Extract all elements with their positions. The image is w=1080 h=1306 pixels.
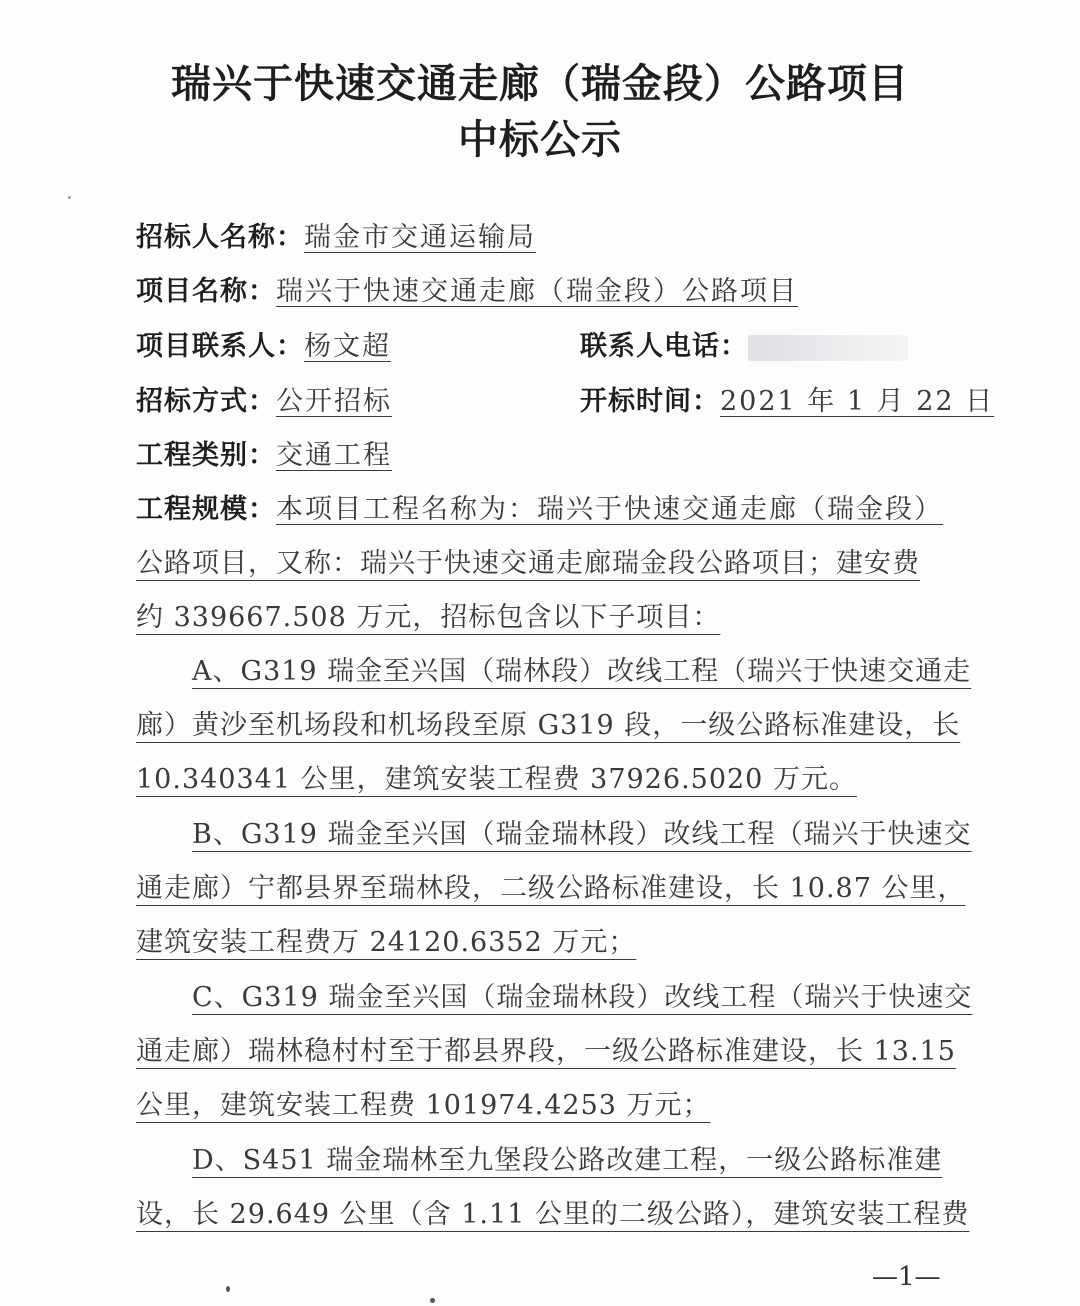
scale-line-3: 约 339667.508 万元，招标包含以下子项目： bbox=[136, 602, 721, 633]
sub-item-d-line-1: D、S451 瑞金瑞林至九堡段公路改建工程，一级公路标准建 bbox=[192, 1145, 943, 1176]
sub-item-c-line-3: 公里，建筑安装工程费 101974.4253 万元； bbox=[136, 1090, 711, 1121]
contact-value: 杨文超 bbox=[304, 331, 391, 362]
sub-item-c-line-1: C、G319 瑞金至兴国（瑞金瑞林段）改线工程（瑞兴于快速交 bbox=[192, 982, 973, 1013]
phone-label: 联系人电话： bbox=[580, 331, 748, 362]
contact-row bbox=[136, 327, 391, 367]
sub-item-a-line-3: 10.340341 公里，建筑安装工程费 37926.5020 万元。 bbox=[136, 764, 857, 795]
open-time-value: 2021 年 1 月 22 日 bbox=[720, 386, 995, 417]
sub-item-d-line-2: 设，长 29.649 公里（含 1.11 公里的二级公路），建筑安装工程费 bbox=[136, 1199, 970, 1230]
document-title: 瑞兴于快速交通走廊（瑞金段）公路项目 bbox=[171, 61, 909, 107]
tenderer-value: 瑞金市交通运输局 bbox=[304, 222, 536, 253]
contact-label: 项目联系人： bbox=[136, 331, 304, 362]
scan-speck bbox=[68, 196, 71, 199]
sub-item-b-line-2: 通走廊）宁都县界至瑞林段，二级公路标准建设，长 10.87 公里， bbox=[136, 873, 966, 904]
method-row bbox=[136, 382, 392, 422]
project-name-label: 项目名称： bbox=[136, 276, 276, 307]
method-value: 公开招标 bbox=[276, 386, 392, 417]
sub-item-a bbox=[136, 645, 972, 807]
scale-row bbox=[136, 490, 943, 530]
open-time-row bbox=[580, 382, 994, 422]
tenderer-row bbox=[136, 218, 536, 258]
scale-paragraph bbox=[136, 537, 966, 645]
open-time-label: 开标时间： bbox=[580, 386, 720, 417]
tenderer-label: 招标人名称： bbox=[136, 222, 304, 253]
project-name-value: 瑞兴于快速交通走廊（瑞金段）公路项目 bbox=[276, 276, 798, 307]
category-row bbox=[136, 436, 392, 476]
category-value: 交通工程 bbox=[276, 440, 392, 471]
category-label: 工程类别： bbox=[136, 440, 276, 471]
page-number: —1— bbox=[872, 1262, 941, 1292]
phone-row bbox=[580, 327, 908, 367]
phone-redacted bbox=[748, 335, 908, 361]
sub-item-a-line-1: A、G319 瑞金至兴国（瑞林段）改线工程（瑞兴于快速交通走 bbox=[192, 656, 972, 687]
sub-item-c-line-2: 通走廊）瑞林稳村村至于都县界段，一级公路标准建设，长 13.15 bbox=[136, 1036, 956, 1067]
document-subtitle: 中标公示 bbox=[458, 117, 622, 163]
scale-line-2: 公路项目，又称：瑞兴于快速交通走廊瑞金段公路项目；建安费 bbox=[136, 548, 920, 579]
sub-item-c bbox=[136, 971, 973, 1133]
sub-item-b-line-1: B、G319 瑞金至兴国（瑞金瑞林段）改线工程（瑞兴于快速交 bbox=[192, 819, 972, 850]
scan-speck bbox=[226, 1286, 230, 1292]
project-name-row bbox=[136, 272, 798, 312]
scale-line-1: 本项目工程名称为：瑞兴于快速交通走廊（瑞金段） bbox=[276, 494, 943, 525]
method-label: 招标方式： bbox=[136, 386, 276, 417]
sub-item-b bbox=[136, 808, 972, 970]
scale-label: 工程规模： bbox=[136, 494, 276, 525]
scan-speck bbox=[430, 1298, 435, 1303]
sub-item-b-line-3: 建筑安装工程费万 24120.6352 万元； bbox=[136, 927, 637, 958]
sub-item-d bbox=[136, 1134, 970, 1242]
sub-item-a-line-2: 廊）黄沙至机场段和机场段至原 G319 段，一级公路标准建设，长 bbox=[136, 710, 961, 741]
